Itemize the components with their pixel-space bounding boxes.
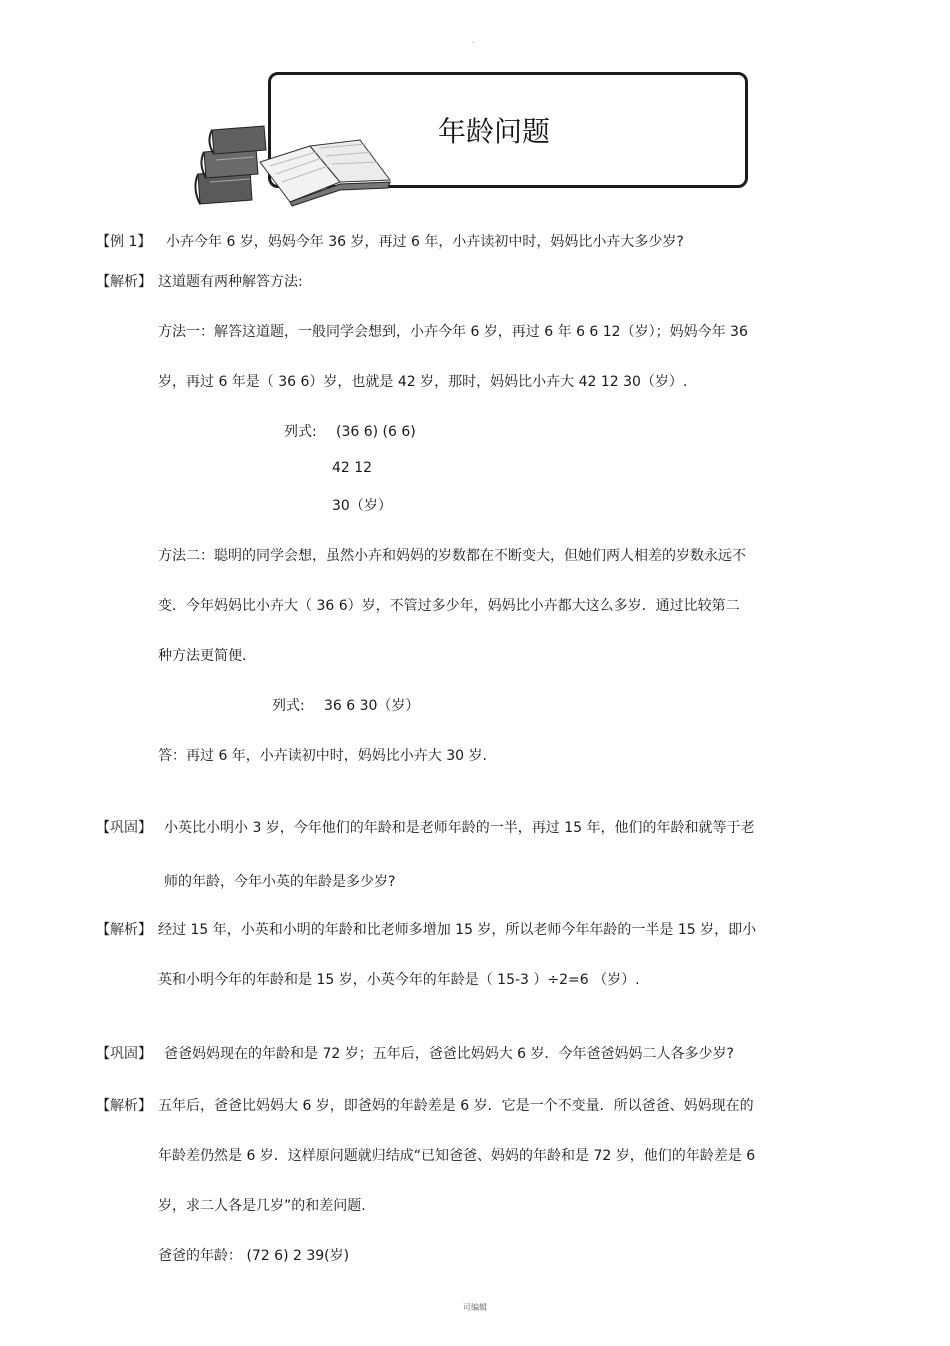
answer-line: 答：再过 6 年，小卉读初中时，妈妈比小卉大 30 岁. [158,748,487,764]
consolidate1-line1: 小英比小明小 3 岁，今年他们的年龄和是老师年龄的一半，再过 15 年，他们的年龄和就等于老 [164,820,755,836]
books-illustration [190,122,400,208]
analysis-intro: 这道题有两种解答方法: [158,274,303,290]
analysis3-line1: 五年后，爸爸比妈妈大 6 岁，即爸妈的年龄差是 6 岁．它是一个不变量．所以爸爸、妈妈现在的 [158,1098,754,1114]
method2-line2: 变．今年妈妈比小卉大（ 36 6）岁，不管过多少年，妈妈比小卉都大这么多岁．通过比较第二 [158,598,740,614]
example-question: 小卉今年 6 岁，妈妈今年 36 岁，再过 6 年，小卉读初中时，妈妈比小卉大多少岁? [166,234,684,250]
method2-line1: 方法二：聪明的同学会想，虽然小卉和妈妈的岁数都在不断变大，但她们两人相差的岁数永远不 [158,548,746,564]
consolidate-label: 【巩固】 [96,1046,152,1062]
analysis3-line2: 年龄差仍然是 6 岁．这样原问题就归结成“已知爸爸、妈妈的年龄和是 72 岁，他们的年龄差是 6 [158,1148,756,1164]
analysis-label: 【解析】 [96,1098,152,1114]
top-mark: . [472,36,475,45]
analysis2-line2: 英和小明今年的年龄和是 15 岁，小英今年的年龄是（ 15-3 ）÷2=6 （岁）. [158,972,640,988]
formula1-line1: (36 6) (6 6) [336,424,416,440]
method1-line2: 岁，再过 6 年是（ 36 6）岁，也就是 42 岁，那时，妈妈比小卉大 42 12 30（岁）. [158,374,688,390]
example-label: 【例 1】 [96,234,152,250]
analysis3-line4: 爸爸的年龄： (72 6) 2 39(岁) [158,1248,350,1264]
method1-line1: 方法一：解答这道题，一般同学会想到，小卉今年 6 岁，再过 6 年 6 6 12（岁）；妈妈今年 36 [158,324,748,340]
analysis2-line1: 经过 15 年，小英和小明的年龄和比老师多增加 15 岁，所以老师今年年龄的一半是 15 岁，即小 [158,922,757,938]
footer-note: 可编辑 [463,1303,487,1312]
analysis-label: 【解析】 [96,922,152,938]
page-title: 年龄问题 [438,115,551,148]
analysis-label: 【解析】 [96,274,152,290]
consolidate-label: 【巩固】 [96,820,152,836]
consolidate2-line1: 爸爸妈妈现在的年龄和是 72 岁；五年后，爸爸比妈妈大 6 岁．今年爸爸妈妈二人各多少岁? [164,1046,734,1062]
analysis3-line3: 岁，求二人各是几岁”的和差问题. [158,1198,366,1214]
method2-line3: 种方法更简便. [158,648,247,664]
formula2: 36 6 30（岁） [324,698,420,714]
formula1-line2: 42 12 [332,460,373,476]
formula1-line3: 30（岁） [332,498,392,514]
consolidate1-line2: 师的年龄，今年小英的年龄是多少岁? [164,874,396,890]
formula1-label: 列式: [284,424,317,440]
formula2-label: 列式: [272,698,305,714]
